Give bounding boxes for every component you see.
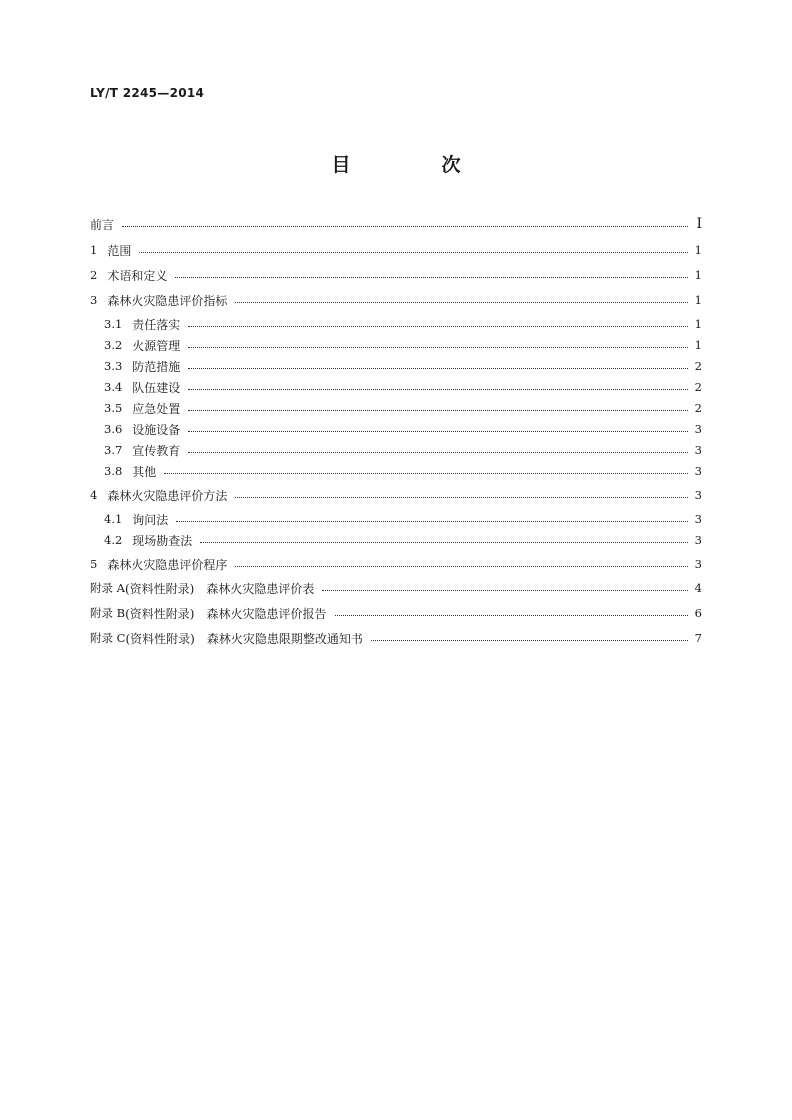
toc-title: 目 次 — [331, 154, 497, 176]
toc-entry-label: 森林火灾隐患限期整改通知书 — [206, 631, 363, 646]
toc-entry-4-2[interactable] — [90, 530, 702, 550]
dot-leader — [235, 302, 688, 303]
toc-page-number: 4 — [694, 581, 702, 595]
dot-leader — [188, 326, 688, 327]
toc-entry-number: 4.1 — [104, 512, 123, 526]
toc-page-number: 6 — [694, 606, 702, 620]
toc-entry-label: 宣传教育 — [132, 443, 181, 458]
toc-page-number: 1 — [694, 268, 702, 282]
toc-entry-3-4[interactable] — [90, 377, 702, 397]
toc-page-number: 1 — [694, 338, 702, 352]
dot-leader — [188, 410, 688, 411]
toc-entry-number: 5 — [90, 557, 98, 571]
dot-leader — [188, 452, 688, 453]
toc-entry-label: 森林火灾隐患评价表 — [206, 581, 315, 596]
dot-leader — [371, 640, 688, 641]
toc-entry-number: 3.7 — [104, 443, 123, 457]
toc-entry-4-1[interactable] — [90, 509, 702, 529]
toc-entry-label: 火源管理 — [132, 338, 181, 353]
toc-entry-number: 3.1 — [104, 317, 123, 331]
dot-leader — [188, 389, 688, 390]
toc-page-number: 2 — [694, 359, 702, 373]
toc-entry-label: 森林火灾隐患评价方法 — [107, 488, 228, 503]
dot-leader — [188, 347, 688, 348]
toc-entry-number: 3.5 — [104, 401, 123, 415]
toc-entry-label: 防范措施 — [132, 359, 181, 374]
toc-entry-3-1[interactable] — [90, 314, 702, 334]
toc-entry-3-7[interactable] — [90, 440, 702, 460]
toc-entry-3-3[interactable] — [90, 356, 702, 376]
toc-appendix-kind: (资料性附录) — [124, 581, 195, 596]
toc-entry-number: 3.2 — [104, 338, 123, 352]
toc-entry-label: 现场勘查法 — [132, 533, 193, 548]
toc-page-number: 2 — [694, 401, 702, 415]
toc-entry-label: 森林火灾隐患评价报告 — [206, 606, 327, 621]
toc-entry-appendix-b[interactable] — [90, 603, 702, 623]
toc-entry-3-8[interactable] — [90, 461, 702, 481]
toc-page-number: 3 — [694, 533, 702, 547]
toc-entry-number: 4.2 — [104, 533, 123, 547]
standard-code: LY/T 2245—2014 — [90, 86, 205, 100]
toc-entry-3[interactable] — [90, 290, 702, 310]
toc-entry-2[interactable] — [90, 265, 702, 285]
toc-entry-appendix-a[interactable] — [90, 578, 702, 598]
toc-page-number: 1 — [694, 243, 702, 257]
toc-entry-3-5[interactable] — [90, 398, 702, 418]
toc-entry-label: 询问法 — [132, 512, 169, 527]
toc-entry-1[interactable] — [90, 240, 702, 260]
dot-leader — [122, 226, 688, 227]
toc-page-number: 3 — [694, 464, 702, 478]
toc-page-number: 3 — [694, 422, 702, 436]
toc-page-number: Ⅰ — [696, 216, 702, 232]
toc-entry-4[interactable] — [90, 485, 702, 505]
toc-entry-label: 责任落实 — [132, 317, 181, 332]
dot-leader — [322, 590, 688, 591]
toc-appendix-kind: (资料性附录) — [125, 606, 195, 621]
dot-leader — [164, 473, 688, 474]
dot-leader — [188, 368, 688, 369]
toc-page-number: 1 — [694, 317, 702, 331]
dot-leader — [200, 542, 688, 543]
toc-entry-number: 3.6 — [104, 422, 123, 436]
toc-entry-label: 术语和定义 — [107, 268, 168, 283]
toc-entry-number: 4 — [90, 488, 98, 502]
toc-page-number: 2 — [694, 380, 702, 394]
toc-entry-appendix-c[interactable] — [90, 628, 702, 648]
toc-appendix-number: 附录 B — [90, 606, 126, 620]
dot-leader — [188, 431, 688, 432]
toc-page-number: 3 — [694, 443, 702, 457]
toc-entry-5[interactable] — [90, 554, 702, 574]
dot-leader — [176, 521, 688, 522]
toc-entry-label: 队伍建设 — [132, 380, 181, 395]
toc-entry-number: 3.3 — [104, 359, 123, 373]
toc-entry-label: 设施设备 — [132, 422, 181, 437]
toc-page-number: 3 — [694, 557, 702, 571]
toc-page-number: 3 — [694, 512, 702, 526]
dot-leader — [235, 566, 688, 567]
toc-entry-label: 前言 — [90, 217, 115, 232]
toc-entry-number: 3.8 — [104, 464, 123, 478]
toc-entry-label: 森林火灾隐患评价指标 — [107, 293, 228, 308]
dot-leader — [175, 277, 688, 278]
toc-entry-number: 1 — [90, 243, 98, 257]
dot-leader — [235, 497, 688, 498]
toc-entry-label: 其他 — [132, 464, 157, 479]
toc-entry-label: 应急处置 — [132, 401, 181, 416]
toc-entry-label: 范围 — [107, 243, 132, 258]
toc-entry-number: 2 — [90, 268, 98, 282]
toc-entry-number: 3.4 — [104, 380, 123, 394]
toc-page-number: 7 — [694, 631, 702, 645]
dot-leader — [335, 615, 689, 616]
toc-page-number: 1 — [694, 293, 702, 307]
toc-entry-foreword[interactable] — [90, 214, 702, 234]
toc-appendix-number: 附录 A — [90, 581, 125, 595]
toc-page-number: 3 — [694, 488, 702, 502]
toc-entry-3-2[interactable] — [90, 335, 702, 355]
toc-entry-label: 森林火灾隐患评价程序 — [107, 557, 228, 572]
toc-entry-3-6[interactable] — [90, 419, 702, 439]
toc-appendix-kind: (资料性附录) — [125, 631, 195, 646]
toc-entry-number: 3 — [90, 293, 98, 307]
toc-appendix-number: 附录 C — [90, 631, 126, 645]
dot-leader — [139, 252, 688, 253]
